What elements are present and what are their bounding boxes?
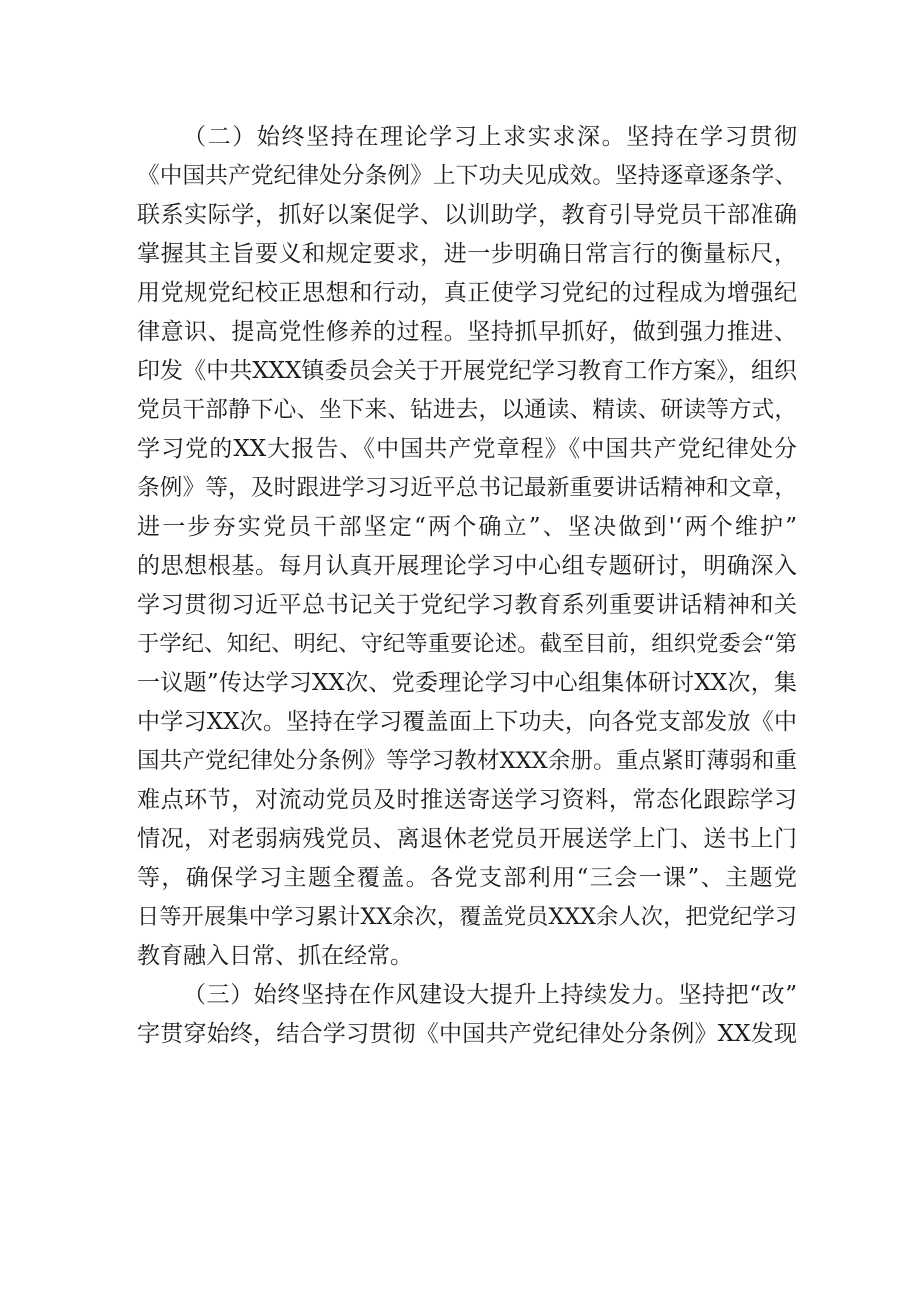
paragraph-line: 教育融入日常、抓在经常。 <box>137 943 413 969</box>
paragraph-line: 难点环节，对流动党员及时推送寄送学习资料，常态化跟踪学习 <box>137 787 797 813</box>
paragraph-line: 日等开展集中学习累计XX余次，覆盖党员XXX余人次，把党纪学习 <box>137 904 797 930</box>
paragraph-line: 《中国共产党纪律处分条例》上下功夫见成效。坚持逐章逐条学、 <box>137 163 797 189</box>
paragraph-line: 掌握其主旨要义和规定要求，进一步明确日常言行的衡量标尺， <box>137 241 797 267</box>
paragraph-line: 于学纪、知纪、明纪、守纪等重要论述。截至目前，组织党委会“第 <box>137 631 797 657</box>
paragraph-line: 条例》等，及时跟进学习习近平总书记最新重要讲话精神和文章， <box>137 475 797 501</box>
paragraph-line: 一议题”传达学习XX次、党委理论学习中心组集体研讨XX次，集 <box>137 670 797 696</box>
document-body <box>137 118 797 1054</box>
paragraph-line: 学习贯彻习近平总书记关于党纪学习教育系列重要讲话精神和关 <box>137 592 797 618</box>
paragraph-section-3 <box>137 976 797 1054</box>
paragraph-line: （三）始终坚持在作风建设大提升上持续发力。坚持把“改” <box>183 982 797 1008</box>
paragraph-line: 等，确保学习主题全覆盖。各党支部利用“三会一课”、主题党 <box>137 865 797 891</box>
paragraph-line: 联系实际学，抓好以案促学、以训助学，教育引导党员干部准确 <box>137 202 797 228</box>
paragraph-line: 中学习XX次。坚持在学习覆盖面上下功夫，向各党支部发放《中 <box>137 709 797 735</box>
paragraph-line: 国共产党纪律处分条例》等学习教材XXX余册。重点紧盯薄弱和重 <box>137 748 797 774</box>
paragraph-line: 学习党的XX大报告、《中国共产党章程》《中国共产党纪律处分 <box>137 436 797 462</box>
paragraph-line: 情况，对老弱病残党员、离退休老党员开展送学上门、送书上门 <box>137 826 797 852</box>
paragraph-line: 字贯穿始终，结合学习贯彻《中国共产党纪律处分条例》XX发现 <box>137 1021 797 1047</box>
paragraph-line: 律意识、提高党性修养的过程。坚持抓早抓好，做到强力推进、 <box>137 319 797 345</box>
paragraph-line: 进一步夯实党员干部坚定“两个确立”、坚决做到'‘两个维护” <box>137 514 797 540</box>
paragraph-line: 印发《中共XXX镇委员会关于开展党纪学习教育工作方案》，组织 <box>137 358 797 384</box>
paragraph-line: 用党规党纪校正思想和行动，真正使学习党纪的过程成为增强纪 <box>137 280 797 306</box>
paragraph-line: 党员干部静下心、坐下来、钻进去，以通读、精读、研读等方式， <box>137 397 797 423</box>
paragraph-line: 的思想根基。每月认真开展理论学习中心组专题研讨，明确深入 <box>137 553 797 579</box>
paragraph-line: （二）始终坚持在理论学习上求实求深。坚持在学习贯彻 <box>183 124 797 150</box>
paragraph-section-2 <box>137 118 797 976</box>
